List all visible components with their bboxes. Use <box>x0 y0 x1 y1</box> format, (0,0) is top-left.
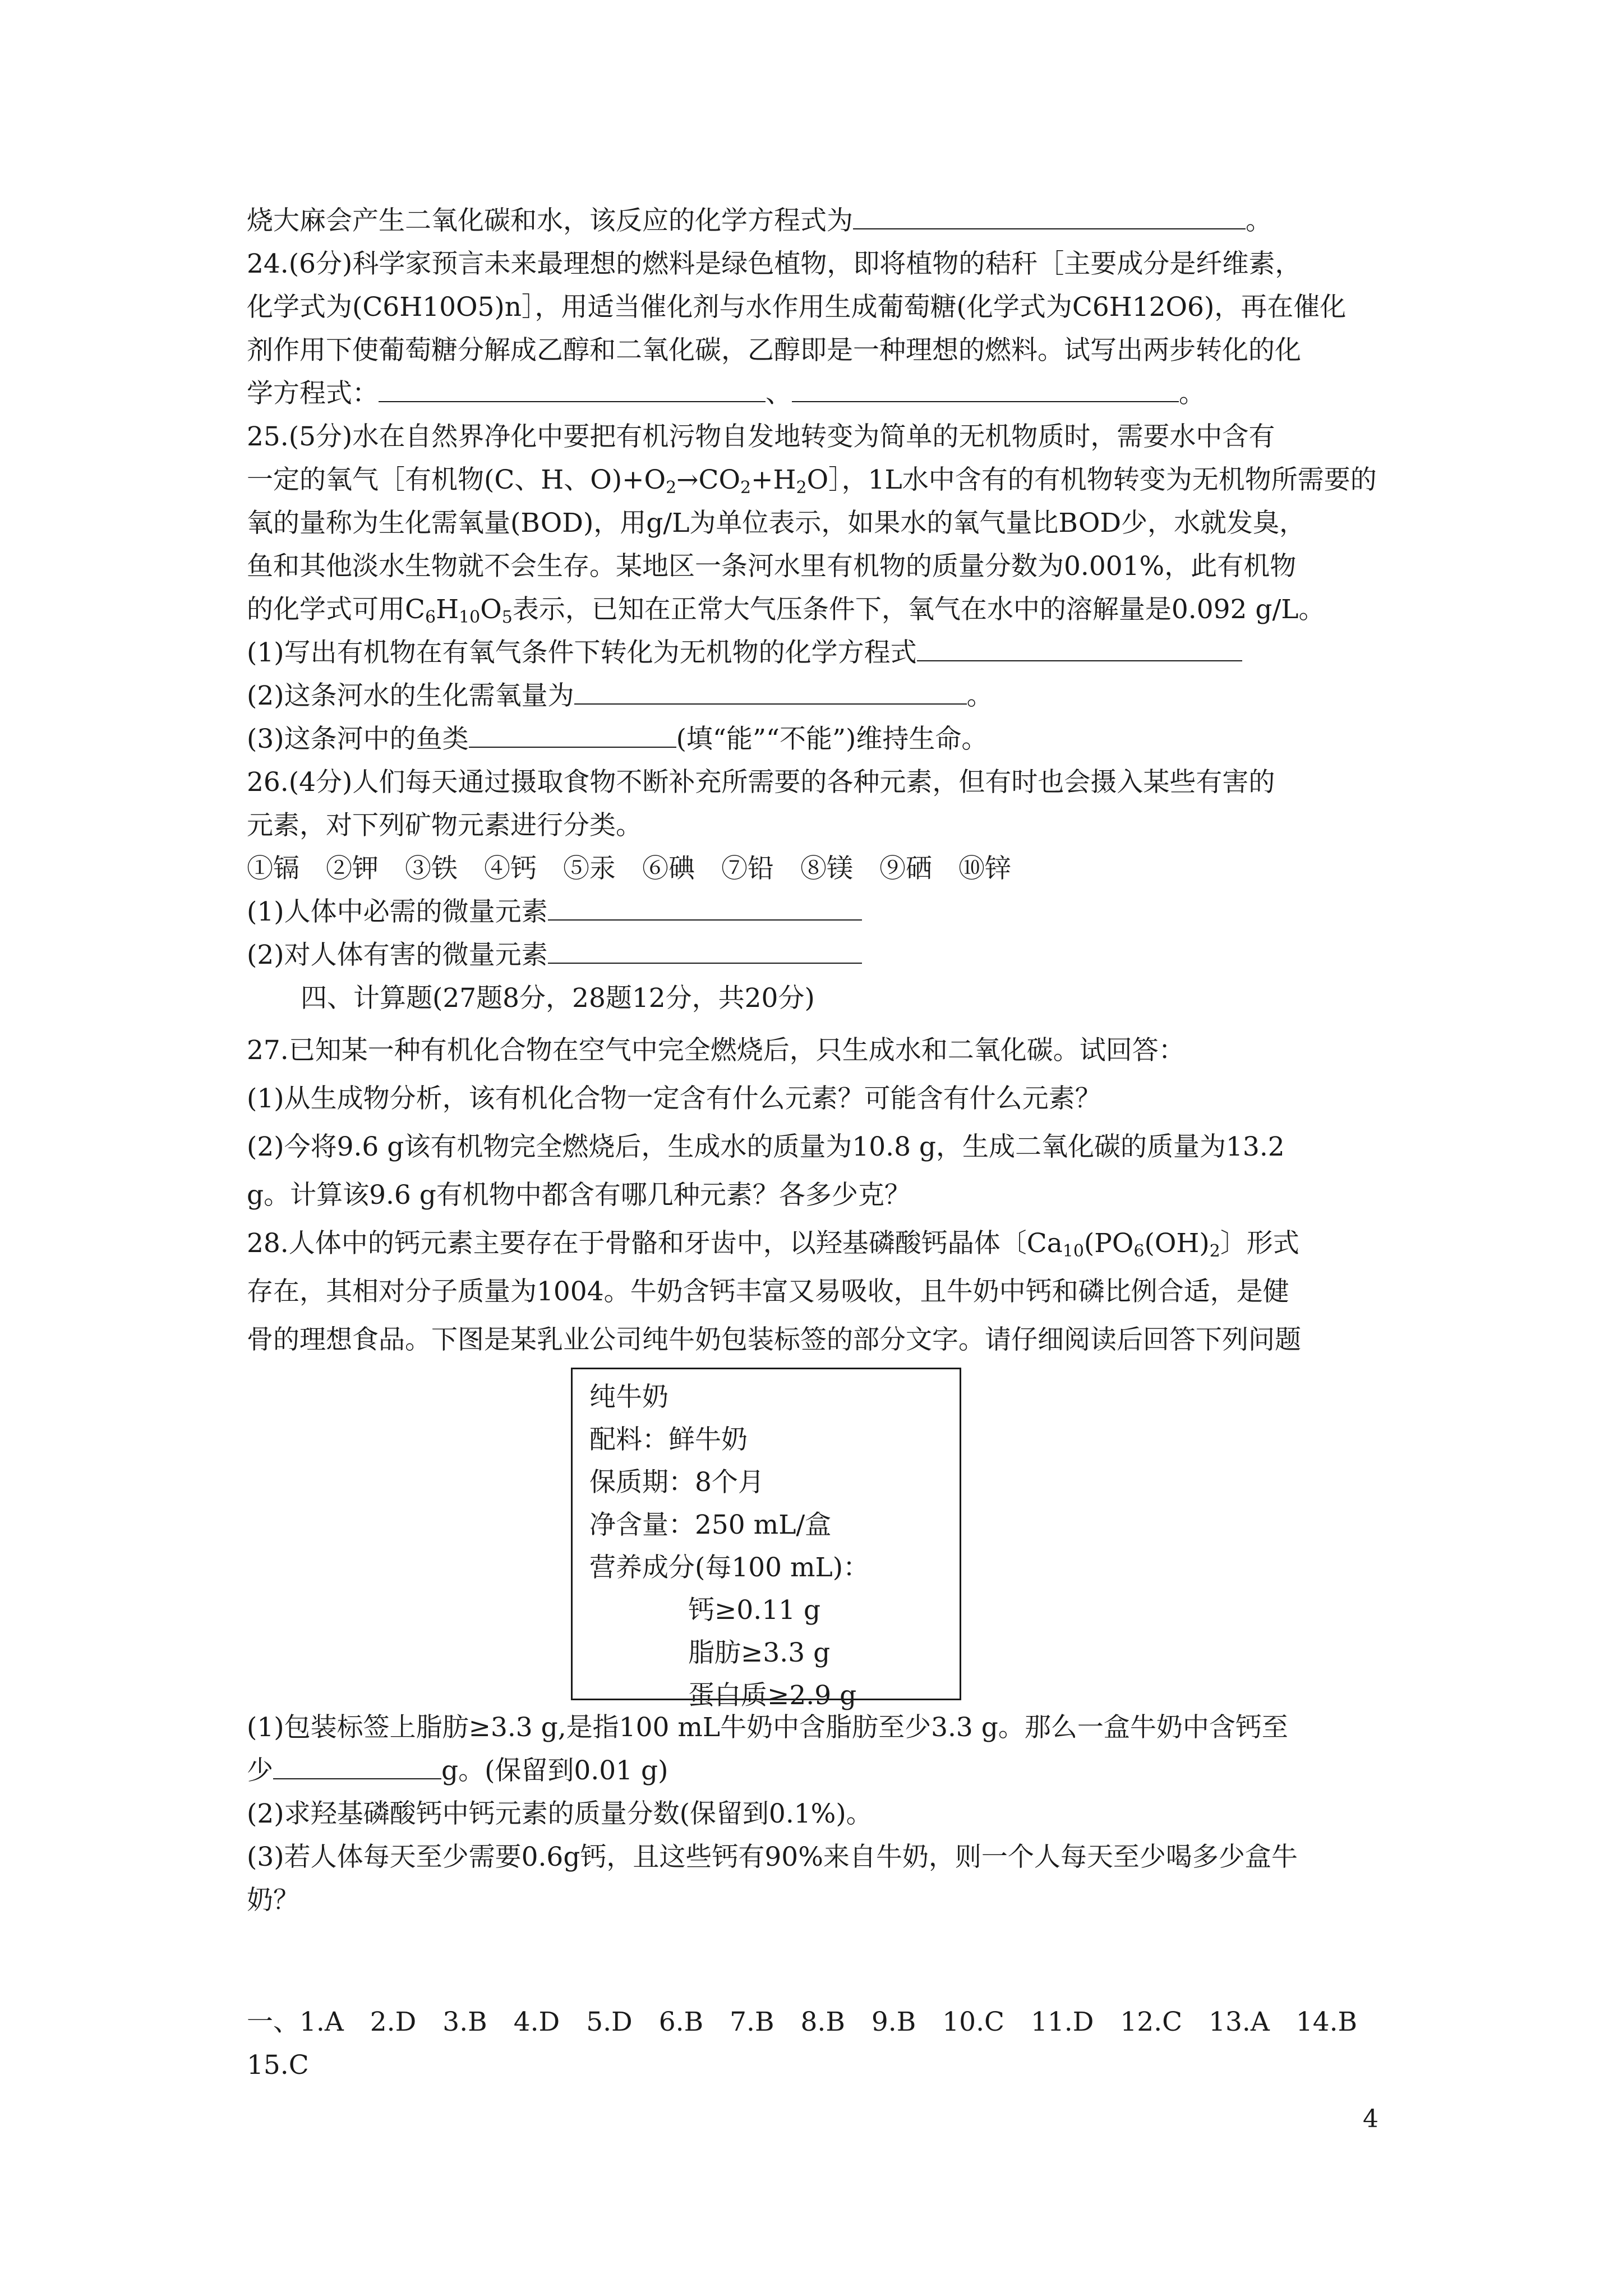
q27-part-2-line-1: (2)今将9.6 g该有机物完全燃烧后，生成水的质量为10.8 g，生成二氧化碳的质量为13.2 <box>247 1131 1285 1162</box>
milk-label-box <box>571 1368 961 1711</box>
answer-blank[interactable] <box>469 722 676 748</box>
answer-blank[interactable] <box>917 636 1242 661</box>
q26-line-1: 26.(4分)人们每天通过摄取食物不断补充所需要的各种元素，但有时也会摄入某些有害的 <box>247 767 1275 798</box>
q28-part-2: (2)求羟基磷酸钙中钙元素的质量分数(保留到0.1%)。 <box>247 1798 873 1829</box>
q24-line-1: 24.(6分)科学家预言未来最理想的燃料是绿色植物，即将植物的秸秆［主要成分是纤维素， <box>247 249 1302 279</box>
q28-part-1-line-1: (1)包装标签上脂肪≥3.3 g,是指100 mL牛奶中含脂肪至少3.3 g。那么一盒牛奶中含钙至 <box>247 1712 1288 1743</box>
q27-part-1: (1)从生成物分析，该有机化合物一定含有什么元素？可能含有什么元素？ <box>247 1083 1101 1114</box>
q26-line-2: 元素，对下列矿物元素进行分类。 <box>247 810 642 841</box>
label-fat: 脂肪≥3.3 g <box>688 1637 831 1668</box>
answer-blank[interactable] <box>273 1754 441 1779</box>
page-content <box>247 199 1408 2087</box>
q25-part-2: (2)这条河水的生化需氧量为 。 <box>247 674 1408 717</box>
label-nutrition-heading: 营养成分(每100 mL)： <box>589 1552 870 1583</box>
label-product-name: 纯牛奶 <box>589 1382 668 1412</box>
q26-elements: ①镉 ②钾 ③铁 ④钙 ⑤汞 ⑥碘 ⑦铅 ⑧镁 ⑨硒 ⑩锌 <box>247 853 1011 884</box>
label-ingredients: 配料：鲜牛奶 <box>589 1424 748 1455</box>
q25-part-3: (3)这条河中的鱼类 (填“能”“不能”)维持生命。 <box>247 717 1408 761</box>
q27-line-1: 27.已知某一种有机化合物在空气中完全燃烧后，只生成水和二氧化碳。试回答： <box>247 1035 1185 1066</box>
answer-key-line-1: 一、1.A 2.D 3.B 4.D 5.D 6.B 7.B 8.B 9.B 10.C 11.D 12.C 13.A 14.B <box>247 2007 1358 2037</box>
answer-key-line-2: 15.C <box>247 2050 309 2081</box>
answer-blank[interactable] <box>548 895 862 921</box>
q25-line-1: 25.(5分)水在自然界净化中要把有机污物自发地转变为简单的无机物质时，需要水中含有 <box>247 421 1275 452</box>
label-net-content: 净含量：250 mL/盒 <box>589 1510 832 1540</box>
q23-tail-line: 烧大麻会产生二氧化碳和水，该反应的化学方程式为 。 <box>247 199 1408 242</box>
answer-key <box>247 2000 1408 2087</box>
answer-blank-1[interactable] <box>379 376 766 402</box>
q25-line-3: 氧的量称为生化需氧量(BOD)，用g/L为单位表示，如果水的氧气量比BOD少，水就发臭， <box>247 508 1306 539</box>
q25-line-4: 鱼和其他淡水生物就不会生存。某地区一条河水里有机物的质量分数为0.001%，此有机物 <box>247 551 1297 582</box>
q28-line-3: 骨的理想食品。下图是某乳业公司纯牛奶包装标签的部分文字。请仔细阅读后回答下列问题 <box>247 1324 1301 1355</box>
q24-line-4: 学方程式： 、 。 <box>247 372 1408 415</box>
q27-part-2-line-2: g。计算该9.6 g有机物中都含有哪几种元素？各多少克？ <box>247 1180 911 1211</box>
answer-blank[interactable] <box>853 204 1246 229</box>
q28-part-1-line-2: 少 g。(保留到0.01 g) <box>247 1749 1408 1792</box>
label-protein: 蛋白质≥2.9 g <box>688 1680 857 1711</box>
q26-part-1: (1)人体中必需的微量元素 <box>247 890 1408 933</box>
q28-part-3-line-2: 奶？ <box>247 1885 299 1916</box>
q25-line-2: 一定的氧气［有机物(C、H、$O)+O_2\to CO_2+H_2O]$，1L水中含有的有机物转变为无机物所需要的 <box>247 464 1377 498</box>
q25-part-1: (1)写出有机物在有氧气条件下转化为无机物的化学方程式 <box>247 631 1408 674</box>
page-number: 4 <box>1363 2105 1378 2133</box>
q28-line-1: 28.人体中的钙元素主要存在于骨骼和牙齿中，以羟基磷酸钙晶体〔$Ca_{10}(PO_6(OH)_2$〕形式 <box>247 1228 1299 1261</box>
q25-line-5: 的化学式可用$C_6H_{10}O_5$表示，已知在正常大气压条件下，氧气在水中的溶解量是0.092 g/L。 <box>247 594 1325 627</box>
section-4-title: 四、计算题(27题8分，28题12分，共20分) <box>301 983 815 1014</box>
q24-line-3: 剂作用下使葡萄糖分解成乙醇和二氧化碳，乙醇即是一种理想的燃料。试写出两步转化的化 <box>247 335 1301 366</box>
answer-blank-2[interactable] <box>792 376 1179 402</box>
label-shelf-life: 保质期：8个月 <box>589 1467 764 1498</box>
answer-blank[interactable] <box>574 679 967 705</box>
answer-blank[interactable] <box>548 938 862 964</box>
q24-line-2: 化学式为(C6H10O5)n］，用适当催化剂与水作用生成葡萄糖(化学式为C6H12O6)，再在催化 <box>247 292 1347 323</box>
q28-part-3-line-1: (3)若人体每天至少需要0.6g钙，且这些钙有90%来自牛奶，则一个人每天至少喝多少盒牛 <box>247 1842 1298 1872</box>
q26-part-2: (2)对人体有害的微量元素 <box>247 933 1408 977</box>
label-calcium: 钙≥0.11 g <box>688 1595 821 1626</box>
q28-line-2: 存在，其相对分子质量为1004。牛奶含钙丰富又易吸收，且牛奶中钙和磷比例合适，是健 <box>247 1276 1289 1307</box>
